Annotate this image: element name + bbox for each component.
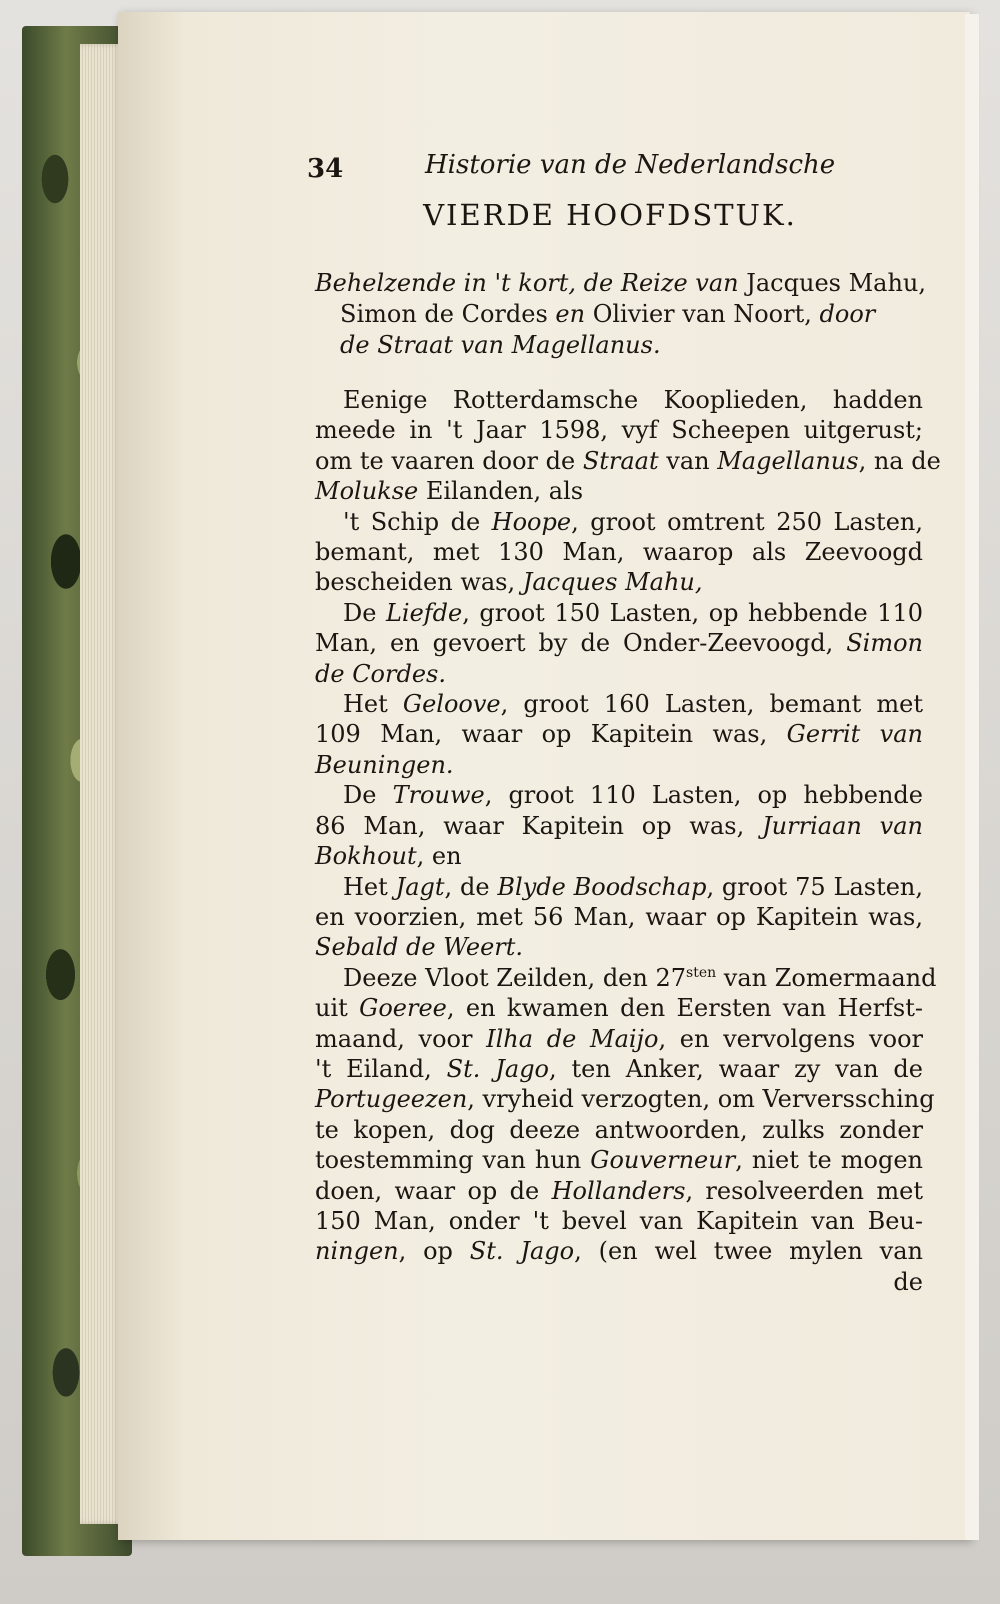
text-line: bescheiden was, Jacques Mahu,: [315, 568, 703, 597]
text-line: Man, en gevoert by de Onder-Zeevoogd, Simon: [315, 629, 923, 658]
text-line: maand, voor Ilha de Maijo, en vervolgens voor: [315, 1024, 923, 1053]
text-line: 't Schip de Hoope, groot omtrent 250 Lasten,: [343, 507, 923, 536]
text-line: Het Geloove, groot 160 Lasten, bemant met: [343, 690, 924, 719]
text-line: 86 Man, waar Kapitein op was, Jurriaan van: [315, 811, 924, 840]
text-line: Sebald de Weert.: [315, 933, 524, 962]
text-line: De Trouwe, groot 110 Lasten, op hebbende: [343, 781, 923, 810]
chapter-heading: VIERDE HOOFDSTUK.: [423, 198, 797, 232]
text-line: Het Jagt, de Blyde Boodschap, groot 75 Lasten,: [343, 872, 924, 901]
summary-line: Simon de Cordes en Olivier van Noort, door: [340, 300, 876, 328]
text-line: om te vaaren door de Straat van Magellanus, na de: [315, 446, 941, 475]
running-head: [307, 150, 927, 190]
text-line: ningen, op St. Jago, (en wel twee mylen van: [315, 1237, 923, 1266]
text-line: Deeze Vloot Zeilden, den $27^{sten}$ van Zomermaand: [343, 963, 937, 992]
text-line: 't Eiland, St. Jago, ten Anker, waar zy van de: [315, 1054, 924, 1083]
text-line: 109 Man, waar op Kapitein was, Gerrit van: [315, 720, 923, 749]
summary-line: Behelzende in 't kort, de Reize van Jacques Mahu,: [315, 269, 927, 297]
text-line: 150 Man, onder 't bevel van Kapitein van Beu-: [315, 1206, 923, 1235]
running-title: Historie van de Nederlandsche: [425, 150, 836, 180]
text-line: toestemming van hun Gouverneur, niet te mogen: [315, 1146, 923, 1175]
text-line: en voorzien, met 56 Man, waar op Kapitein was,: [315, 902, 923, 931]
page-number: 34: [307, 154, 344, 184]
text-line: De Liefde, groot 150 Lasten, op hebbende 110: [343, 598, 923, 627]
text-line: Bokhout, en: [315, 842, 462, 871]
text-line: uit Goeree, en kwamen den Eersten van Herfst-: [315, 994, 923, 1023]
text-line: de Cordes.: [315, 659, 446, 688]
summary-line: de Straat van Magellanus.: [340, 331, 661, 359]
body-text: [315, 385, 941, 1297]
catchword: de: [893, 1267, 923, 1296]
chapter-summary: [315, 268, 927, 361]
page-right-edge: [965, 14, 979, 1540]
text-line: doen, waar op de Hollanders, resolveerden met: [315, 1176, 923, 1205]
text-line: Eenige Rotterdamsche Kooplieden, hadden: [343, 386, 923, 414]
text-line: Portugeezen, vryheid verzogten, om Ververssching: [315, 1085, 935, 1114]
text-line: Beuningen.: [315, 750, 454, 779]
text-line: Molukse Eilanden, als: [315, 477, 584, 506]
text-line: meede in 't Jaar 1598, vyf Scheepen uitgerust;: [315, 416, 923, 445]
text-line: bemant, met 130 Man, waarop als Zeevoogd: [315, 538, 923, 567]
text-line: te kopen, dog deeze antwoorden, zulks zonder: [315, 1115, 923, 1144]
